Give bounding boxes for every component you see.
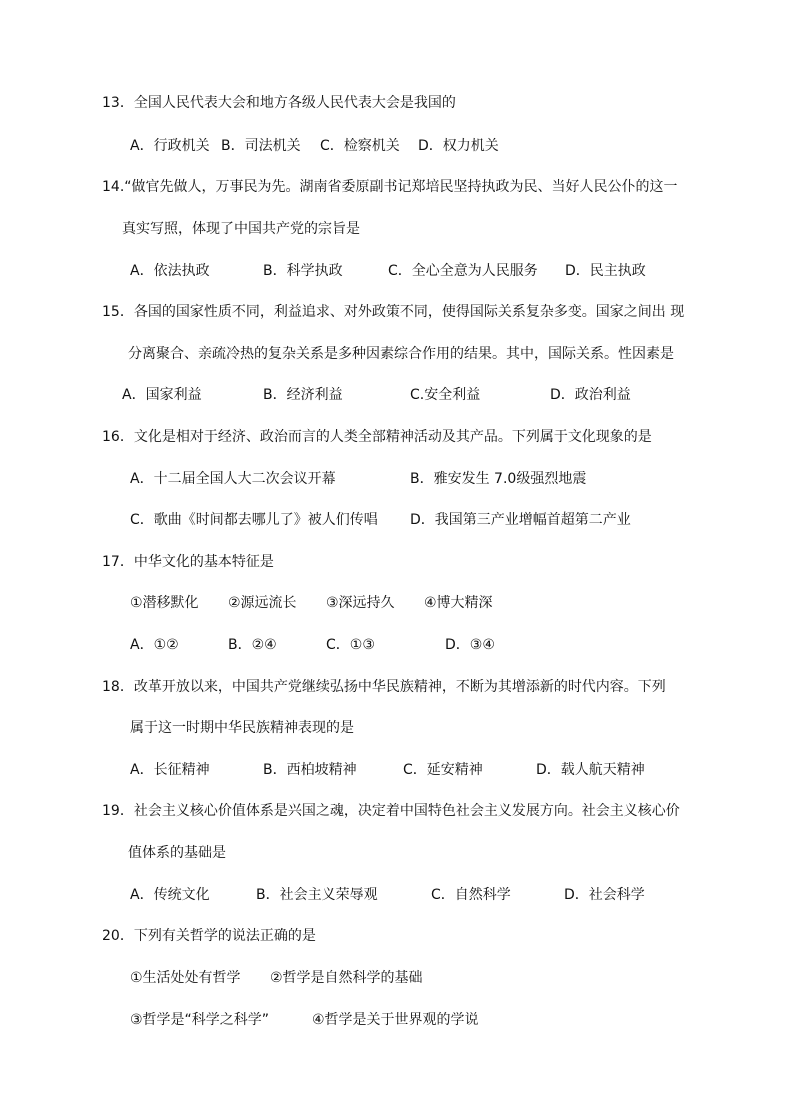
question-17-item-2: ②源远流长 [228, 595, 297, 611]
question-14-stem-line-2: 真实写照，体现了中国共产党的宗旨是 [122, 221, 360, 237]
question-17-stem: 17．中华文化的基本特征是 [102, 554, 274, 570]
question-16-stem: 16．文化是相对于经济、政治而言的人类全部精神活动及其产品。下列属于文化现象的是 [102, 429, 652, 445]
question-18-option-c: C．延安精神 [403, 762, 483, 778]
question-13-option-d: D．权力机关 [418, 138, 499, 154]
question-20-stem: 20．下列有关哲学的说法正确的是 [102, 928, 316, 944]
question-14-option-a: A．依法执政 [130, 263, 210, 279]
question-19-stem-line-1: 19．社会主义核心价值体系是兴国之魂，决定着中国特色社会主义发展方向。社会主义核心价 [102, 803, 680, 819]
question-19-stem-line-2: 值体系的基础是 [128, 845, 226, 861]
question-15-option-c: C.安全利益 [410, 387, 481, 403]
question-19-option-c: C．自然科学 [431, 887, 511, 903]
question-20-item-2: ②哲学是自然科学的基础 [270, 970, 423, 986]
question-20-item-4: ④哲学是关于世界观的学说 [312, 1012, 479, 1028]
question-13-option-b: B．司法机关 [221, 138, 301, 154]
question-19-option-d: D．社会科学 [564, 887, 645, 903]
question-13-stem: 13．全国人民代表大会和地方各级人民代表大会是我国的 [102, 95, 456, 111]
question-17-option-b: B．②④ [228, 637, 277, 653]
question-14-option-b: B．科学执政 [263, 263, 343, 279]
question-16-option-d: D．我国第三产业增幅首超第二产业 [410, 512, 631, 528]
question-20-item-3: ③哲学是“科学之科学” [130, 1012, 270, 1028]
question-14-option-d: D．民主执政 [565, 263, 646, 279]
question-17-option-d: D．③④ [445, 637, 495, 653]
question-16-option-c: C．歌曲《时间都去哪儿了》被人们传唱 [130, 512, 378, 528]
question-15-option-b: B．经济利益 [263, 387, 343, 403]
question-19-option-b: B．社会主义荣辱观 [256, 887, 378, 903]
question-17-option-a: A．①② [130, 637, 179, 653]
question-19-option-a: A．传统文化 [130, 887, 210, 903]
question-15-stem-line-1: 15．各国的国家性质不同，利益追求、对外政策不同，使得国际关系复杂多变。国家之间出 现 [102, 304, 685, 320]
question-18-option-a: A．长征精神 [130, 762, 210, 778]
question-17-option-c: C．①③ [326, 637, 375, 653]
question-17-item-3: ③深远持久 [326, 595, 395, 611]
question-14-stem-line-1: 14.“做官先做人，万事民为先。湖南省委原副书记郑培民坚持执政为民、当好人民公仆的这一 [102, 179, 678, 195]
question-14-option-c: C．全心全意为人民服务 [388, 263, 538, 279]
question-15-stem-line-2: 分离聚合、亲疏冷热的复杂关系是多种因素综合作用的结果。其中，国际关系。性因素是 [128, 346, 674, 362]
question-16-option-b: B．雅安发生 7.0级强烈地震 [410, 471, 587, 487]
question-15-option-d: D．政治利益 [550, 387, 631, 403]
question-15-option-a: A．国家利益 [122, 387, 202, 403]
question-18-stem-line-1: 18．改革开放以来，中国共产党继续弘扬中华民族精神，不断为其增添新的时代内容。下列 [102, 679, 666, 695]
question-17-item-4: ④博大精深 [424, 595, 493, 611]
question-17-item-1: ①潜移默化 [130, 595, 199, 611]
question-16-option-a: A．十二届全国人大二次会议开幕 [130, 471, 336, 487]
question-20-item-1: ①生活处处有哲学 [130, 970, 241, 986]
question-18-option-b: B．西柏坡精神 [263, 762, 357, 778]
question-18-stem-line-2: 属于这一时期中华民族精神表现的是 [130, 720, 354, 736]
question-13-option-c: C．检察机关 [320, 138, 400, 154]
question-18-option-d: D．载人航天精神 [536, 762, 645, 778]
question-13-option-a: A．行政机关 [130, 138, 210, 154]
